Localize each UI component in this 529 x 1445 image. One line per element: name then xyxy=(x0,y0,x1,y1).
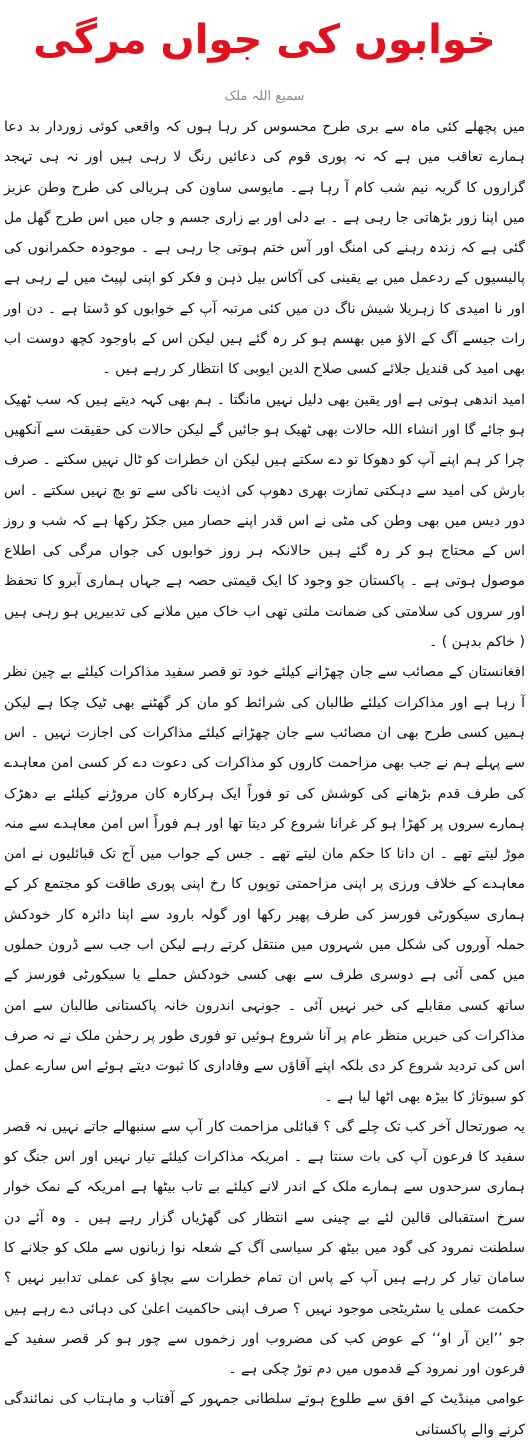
author-byline: سمیع اللہ ملک xyxy=(224,89,305,104)
article-paragraph: افغانستان کے مصائب سے جان چھڑانے کیلئے خود تو قصر سفید مذاکرات کیلئے بے چین نظر آ رہا ہے اور مذاکرات کیلئے طالبان کی شرائط کو مان کر گھٹنے بھی ٹیک چکا ہے لیکن ہمیں کسی طرح بھی ان مصائب سے جان چھڑانے کیلئے مذاکرات کی اجازت نہیں ۔ اس سے پہلے ہم نے جب بھی مزاحمت کاروں کو مذاکرات کی دعوت دے کر کسی امن معاہدے کی طرف قدم بڑھانے کی کوشش کی تو فوراً ایک ہرکارہ کان مروڑنے کیلئے بے دھڑک ہمارے سروں پر کھڑا ہو کر غرانا شروع کر دیتا تھا اور ہم فوراً اس امن معاہدے سے منہ موڑ لیتے تھے ۔ ان دانا کا حکم مان لیتے تھے ۔ جس کے جواب میں آج تک قبائلیوں نے امن معاہدے کے خلاف ورزی پر اپنی مزاحمتی توپوں کا رخ اپنی پوری طاقت کو مجتمع کر کے ہماری سیکورٹی فورسز کی طرف پھیر رکھا اور گولہ بارود سے اپنا دائرہ کار خودکش حملہ آوروں کی شکل میں شہروں میں منتقل کرتے رہے لیکن اب جب سے ڈرون حملوں میں کمی آئی ہے دوسری طرف سے بھی کسی خودکش حملے یا سیکورٹی فورسز کے ساتھ کسی مقابلے کی خبر نہیں آئی ۔ جونہی اندرون خانہ پاکستانی طالبان سے امن مذاکرات کی خبریں منظر عام پر آنا شروع ہوئیں تو فوری طور پر رحمٰن ملک نے نہ صرف اس کی تردید شروع کر دی بلکہ اپنے آقاؤں سے وفاداری کا ثبوت دیتے ہوئے اس سارے عمل کو سبوتاژ کا بیڑہ بھی اٹھا لیا ہے ۔ xyxy=(4,664,525,1105)
article-title: خوابوں کی جواں مرگی xyxy=(33,17,496,63)
article-paragraph: میں پچھلے کئی ماہ سے بری طرح محسوس کر رہا ہوں کہ واقعی کوئی زوردار بد دعا ہمارے تعاقب میں ہے کہ نہ پوری قوم کی دعائیں رنگ لا رہی ہیں اور نہ ہی تہجد گزاروں کا گریہ نیم شب کام آ رہا ہے۔ مایوسی ساون کی ہریالی کی طرح وطن عزیز میں اپنا زور بڑھاتی جا رہی ہے ۔ بے دلی اور بے زاری جسم و جاں میں اس طرح گھل مل گئی ہے کہ زندہ رہنے کی امنگ اور آس ختم ہوتی جا رہی ہے ۔ موجودہ حکمرانوں کی پالیسیوں کے ردعمل میں بے یقینی کی آکاس بیل ذہن و فکر کو اپنی لپیٹ میں لے رہی ہے اور نا امیدی کا زہریلا شیش ناگ دن میں کئی مرتبہ آپ کے خوابوں کو ڈستا ہے ۔ دن اور رات جیسے آگ کے الاؤ میں بھسم ہو کر رہ گئے ہیں لیکن اس کے باوجود کچھ دوست اب بھی امید کی قندیل جلائے کسی صلاح الدین ایوبی کا انتظار کر رہے ہیں ۔ xyxy=(4,119,525,378)
article-paragraph: عوامی مینڈیٹ کے افق سے طلوع ہوتے سلطانی جمہور کے آفتاب و ماہتاب کی نمائندگی کرنے والے پاکستانی xyxy=(4,1391,525,1438)
article-body xyxy=(4,112,525,1445)
article-paragraph: امید اندھی ہوتی ہے اور یقین بھی دلیل نہیں مانگتا ۔ ہم بھی کہہ دیتے ہیں کہ سب ٹھیک ہو جائے گا اور انشاء اللہ حالات بھی ٹھیک ہو جائیں گے لیکن حالات کی حقیقت سے آنکھیں چرا کر ہم اپنے آپ کو دھوکا تو دے سکتے ہیں لیکن ان خطرات کو ٹال نہیں سکتے ۔ صرف بارش کی امید سے دہکتی تمازت بھری دھوپ کی اذیت ناکی سے تو بچ نہیں سکتے ۔ اس دور دیس میں بھی وطن کی مٹی نے اس قدر اپنے حصار میں جکڑ رکھا ہے کہ شب و روز اس کے محتاج ہو کر رہ گئے ہیں حالانکہ ہر روز خوابوں کی جواں مرگی کی اطلاع موصول ہوتی ہے ۔ پاکستان جو وجود کا ایک قیمتی حصہ ہے جہاں ہماری آبرو کا تحفظ اور سروں کی سلامتی کی ضمانت ملتی تھی اب خاک میں ملانے کی تدبیریں ہو رہی ہیں ( خاکم بدہن ) ۔ xyxy=(4,391,525,651)
article-paragraph: یہ صورتحال آخر کب تک چلے گی ؟ قبائلی مزاحمت کار آپ سے سنبھالے جاتے نہیں نہ قصر سفید کا فرعون آپ کی بات سنتا ہے ۔ امریکہ مذاکرات کیلئے تیار نہیں اور اس جنگ کو ہماری سرحدوں سے ہمارے ملک کے اندر لانے کیلئے بے تاب بیٹھا ہے امریکہ کے نمک خوار سرخ استقبالی قالین لئے بے چینی سے انتظار کی گھڑیاں گزار رہے ہیں ۔ وہ آئے دن سلطنت نمرود کی گود میں بیٹھ کر سیاسی آگ کے شعلہ نوا زبانوں سے ملک کو جلانے کا سامان تیار کر رہے ہیں آپ کے پاس ان تمام خطرات سے بچاؤ کی عملی تدابیر نہیں ؟ حکمت عملی یا سٹریٹجی موجود نہیں ؟ صرف اپنی حاکمیت اعلیٰ کی دہائی دے رہے ہیں جو ’’این آر او‘‘ کے عوض کب کی مضروب اور زخموں سے چور ہو کر قصر سفید کے فرعون اور نمرود کے قدموں میں دم توڑ چکی ہے ۔ xyxy=(4,1118,525,1378)
